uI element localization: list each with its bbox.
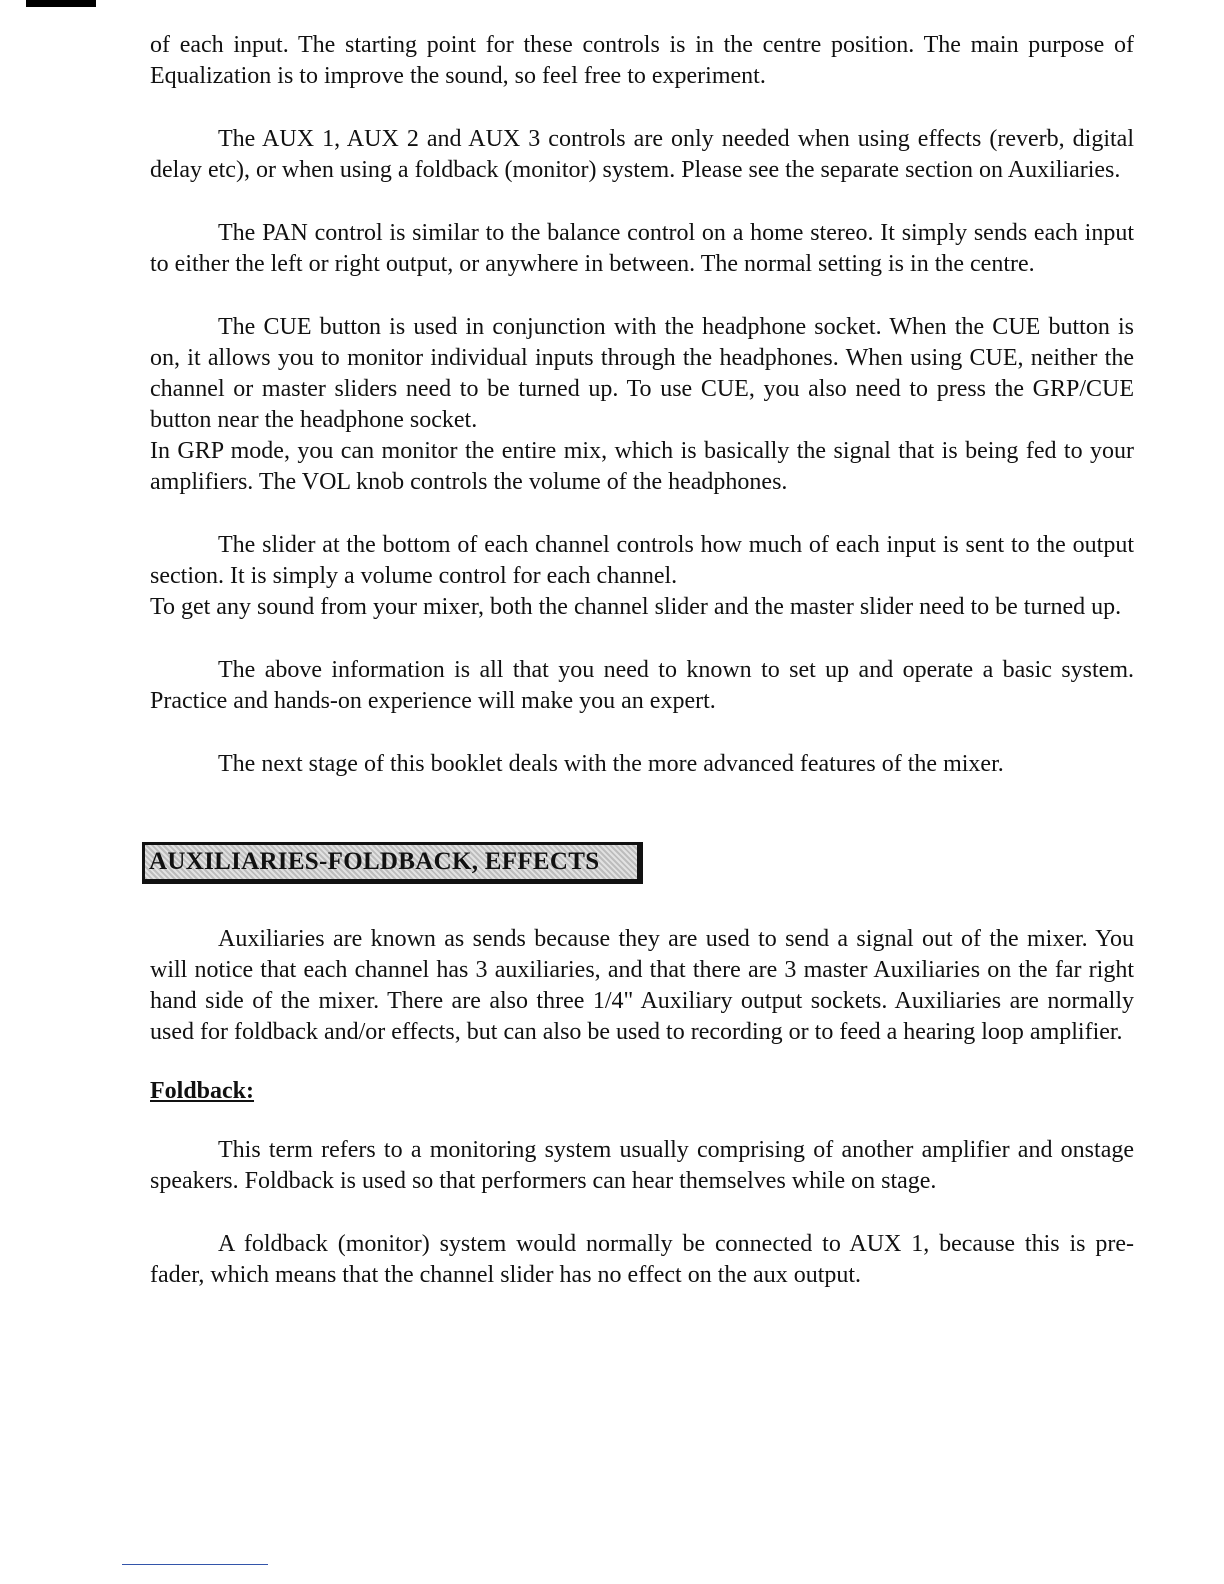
paragraph-aux-controls: The AUX 1, AUX 2 and AUX 3 controls are only needed when using effects (reverb, digital delay etc), or when using a foldback (monitor) system. Please see the separate section on Auxiliaries. [150,126,1134,183]
paragraph-foldback-connection: A foldback (monitor) system would normally be connected to AUX 1, because this is pre-fader, which means that the channel slider has no effect on the aux output. [150,1231,1134,1288]
paragraph-cue-button: The CUE button is used in conjunction with the headphone socket. When the CUE button is on, it allows you to monitor individual inputs through the headphones. When using CUE, neither the channel or master sliders need to be turned up. To use CUE, you also need to press the GRP/CUE button near the headphone socket. [150,314,1134,433]
paragraph-auxiliaries: Auxiliaries are known as sends because they are used to send a signal out of the mixer. You will notice that each channel has 3 auxiliaries, and that there are 3 master Auxiliaries on the far right hand side of the mixer. There are also three 1/4" Auxiliary output sockets. Auxiliaries are normally used for foldback and/or effects, but can also be used to recording or to feed a hearing loop amplifier. [150,926,1134,1045]
document-page [150,30,1134,1291]
paragraph-grp-mode: In GRP mode, you can monitor the entire mix, which is basically the signal that is being fed to your amplifiers. The VOL knob controls the volume of the headphones. [150,438,1134,495]
scan-artifact-mark [26,0,96,7]
paragraph-equalization: of each input. The starting point for these controls is in the centre position. The main purpose of Equalization is to improve the sound, so feel free to experiment. [150,32,1134,89]
scan-artifact-line [122,1564,268,1565]
paragraph-sound-requirement: To get any sound from your mixer, both the channel slider and the master slider need to be turned up. [150,594,1122,620]
paragraph-foldback-definition: This term refers to a monitoring system usually comprising of another amplifier and onstage speakers. Foldback is used so that performers can hear themselves while on stage. [150,1137,1134,1194]
paragraph-basic-system: The above information is all that you need to known to set up and operate a basic system. Practice and hands-on experience will make you an expert. [150,657,1134,714]
paragraph-pan-control: The PAN control is similar to the balance control on a home stereo. It simply sends each input to either the left or right output, or anywhere in between. The normal setting is in the centre. [150,220,1134,277]
section-heading: AUXILIARIES-FOLDBACK, EFFECTS [149,848,600,875]
section-heading-box [142,842,643,884]
paragraph-channel-slider: The slider at the bottom of each channel controls how much of each input is sent to the output section. It is simply a volume control for each channel. [150,532,1134,589]
paragraph-next-stage: The next stage of this booklet deals with the more advanced features of the mixer. [218,751,1004,777]
foldback-heading: Foldback: [150,1078,255,1104]
